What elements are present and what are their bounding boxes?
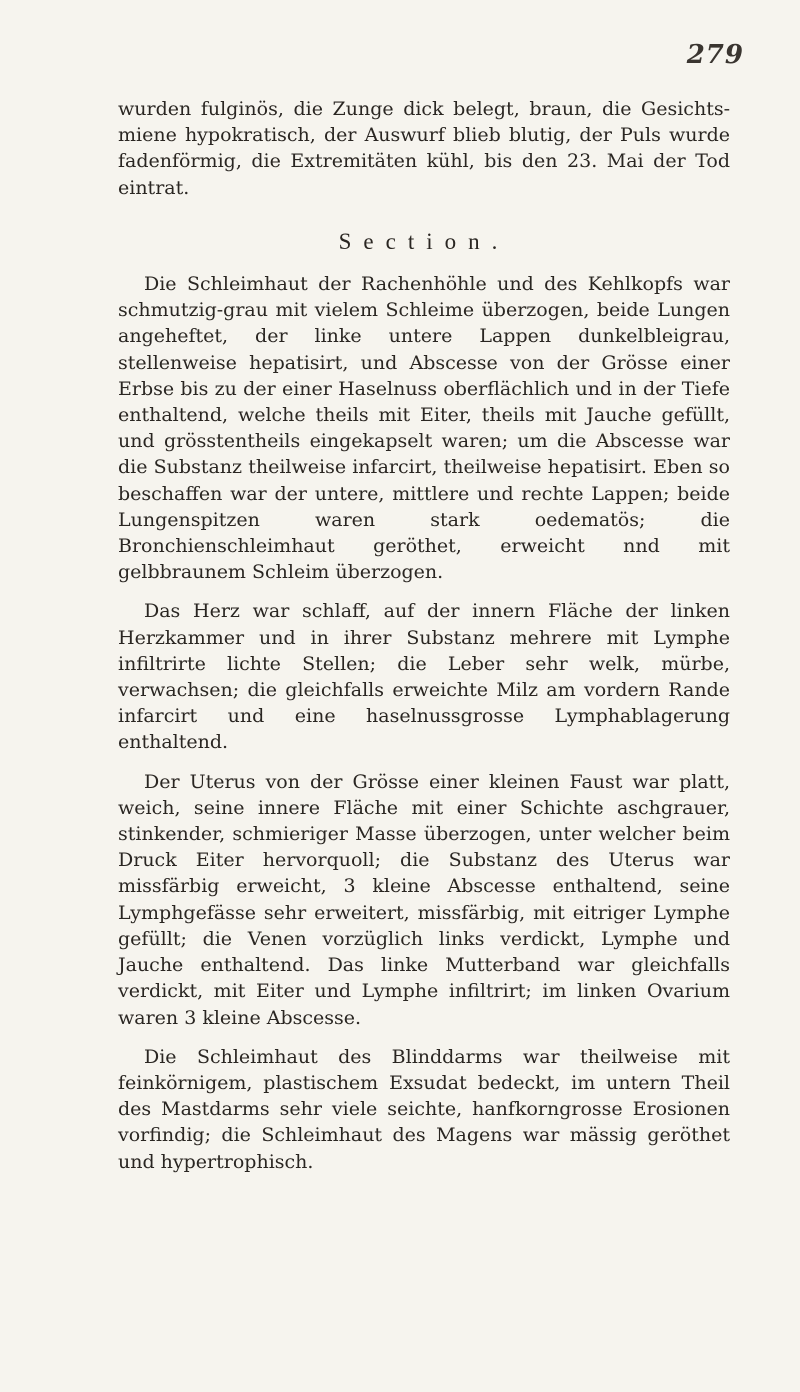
paragraph-uterus: Der Uterus von der Grösse einer kleinen Faust war platt, weich, seine innere Fläche mit einer Schichte aschgrauer, stinkender, schmieriger Masse überzogen, unter welcher beim Druck Eiter hervorquoll; die Substanz des Uterus war missfärbig erweicht, 3 kleine Abscesse enthaltend, seine Lymphgefässe sehr erweitert, missfärbig, mit eitriger Lymphe gefüllt; die Venen vorzüglich links verdickt, Lymphe und Jauche enthaltend. Das linke Mutterband war gleichfalls verdickt, mit Eiter und Lymphe infiltrirt; im linken Ovarium waren 3 kleine Abscesse. (118, 770, 730, 1029)
paragraph-respiratory: Die Schleimhaut der Rachenhöhle und des Kehlkopfs war schmutzig-grau mit vielem Schleime überzogen, beide Lungen angeheftet, der linke untere Lappen dunkelbleigrau, stellenweise hepatisirt, und Abscesse von der Grösse einer Erbse bis zu der einer Haselnuss oberflächlich und in der Tiefe enthaltend, welche theils mit Eiter, theils mit Jauche gefüllt, und grösstentheils eingekapselt waren; um die Abscesse war die Substanz theilweise infarcirt, theilweise hepatisirt. Eben so beschaffen war der untere, mittlere und rechte Lappen; beide Lungenspitzen waren stark oedematös; die Bronchienschleimhaut geröthet, erweicht nnd mit gelbbraunem Schleim überzogen. (118, 273, 730, 584)
paragraph-intestine: Die Schleimhaut des Blinddarms war theilweise mit feinkörnigem, plastischem Exsudat bedeckt, im untern Theil des Mastdarms sehr viele seichte, hanfkorngrosse Erosionen vorfindig; die Schleimhaut des Magens war mässig geröthet und hypertrophisch. (118, 1045, 730, 1173)
paragraph-heart-liver: Das Herz war schlaff, auf der innern Fläche der linken Herzkammer und in ihrer Substanz mehrere mit Lymphe infiltrirte lichte Stellen; die Leber sehr welk, mürbe, verwachsen; die gleichfalls erweichte Milz am vordern Rande infarcirt und eine haselnussgrosse Lymphablagerung enthaltend. (118, 600, 730, 754)
opening-paragraph: wurden fulginös, die Zunge dick belegt, braun, die Gesichts-miene hypokratisch, der Auswurf blieb blutig, der Puls wurde fadenförmig, die Extremitäten kühl, bis den 23. Mai der Tod eintrat. (118, 98, 730, 199)
page-number: 279 (686, 40, 744, 70)
section-heading: Section. (338, 228, 510, 254)
page-text (118, 96, 730, 1175)
